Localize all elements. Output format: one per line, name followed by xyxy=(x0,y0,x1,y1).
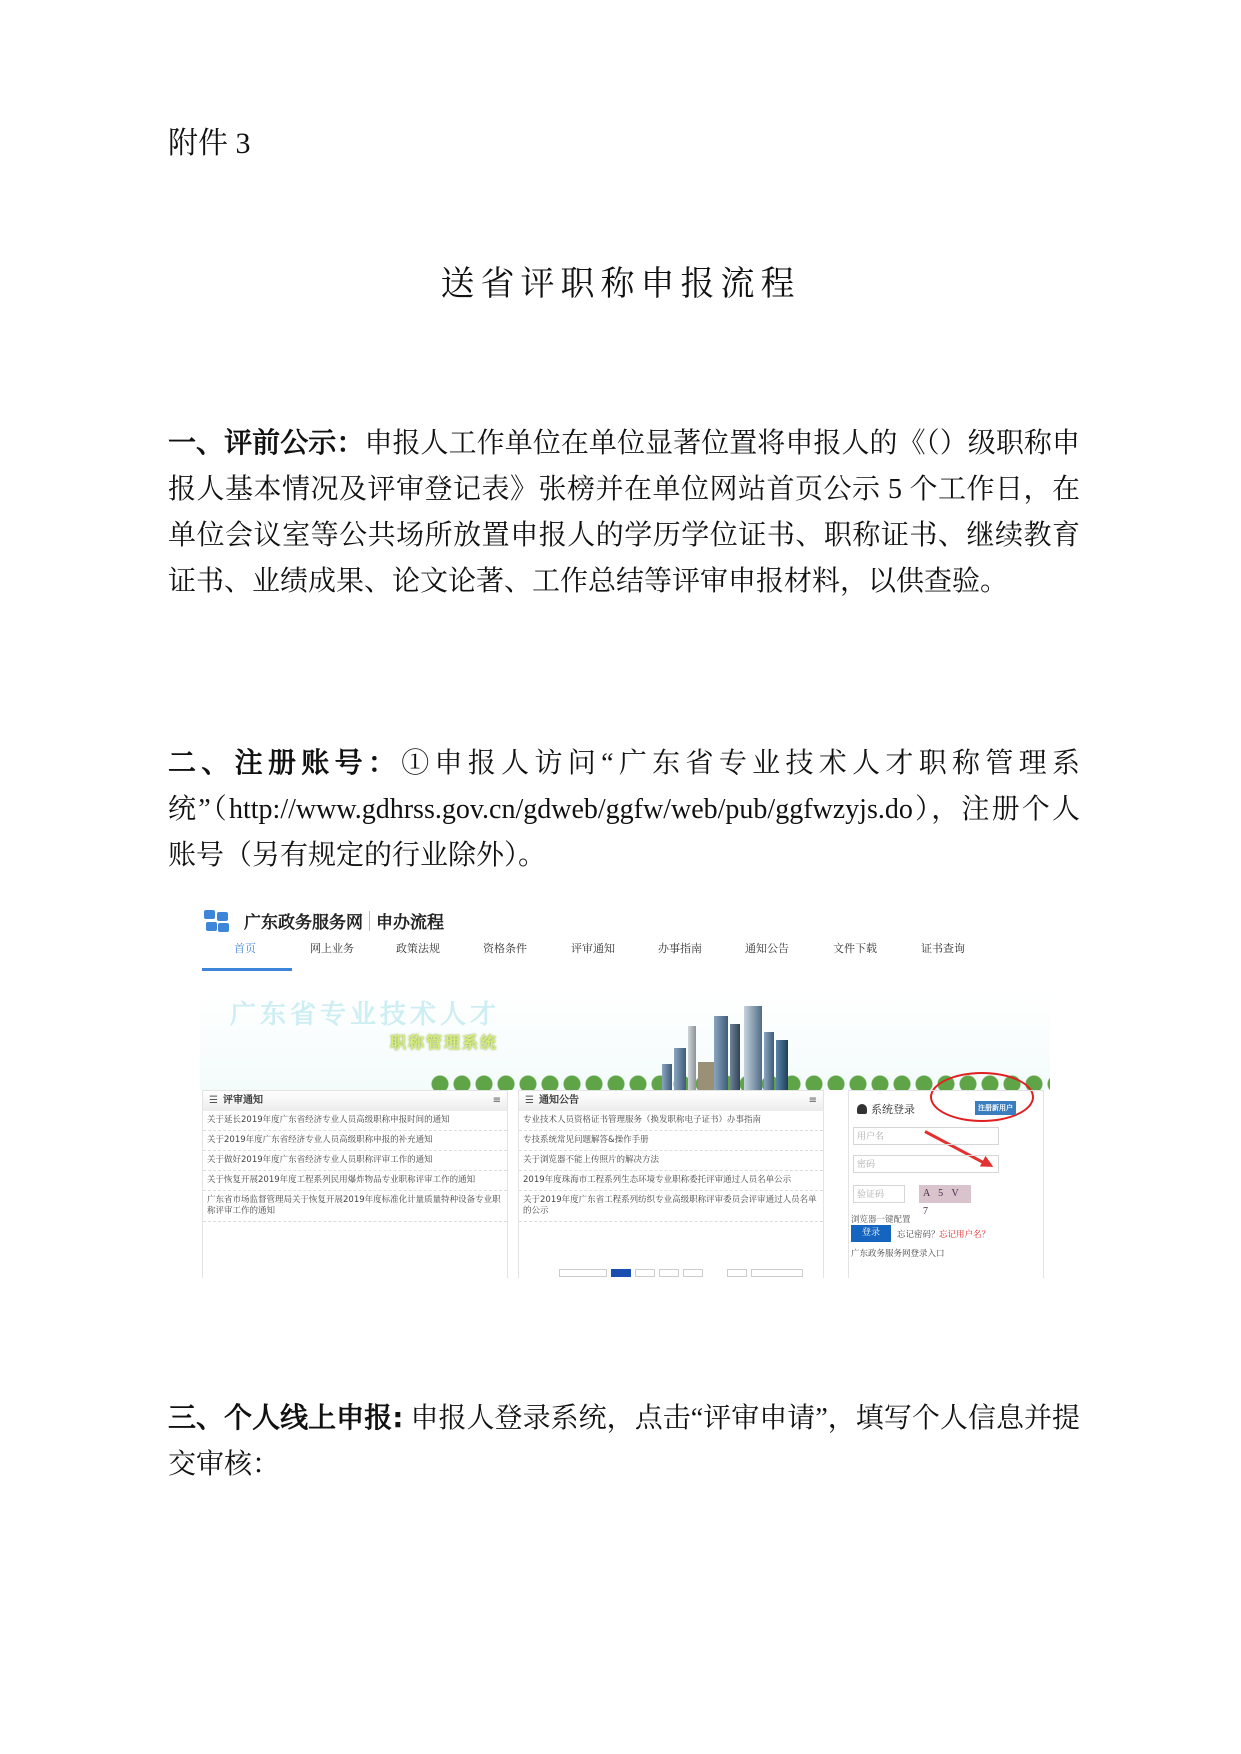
section-body: 申报人登录系统，点击“评审申请”，填写个人信息并提交审核： xyxy=(168,1403,1081,1480)
user-icon xyxy=(857,1104,867,1114)
captcha-image[interactable]: A 5 V 7 xyxy=(919,1185,971,1203)
nav-announcements[interactable]: 通知公告 xyxy=(745,942,789,955)
captcha-input[interactable]: 验证码 xyxy=(853,1185,905,1203)
section-body: ①申报人访问“广东省专业技术人才职称管理系统”（http://www.gdhrss.gov.cn/gdweb/ggfw/web/pub/ggfwzyjs.do），注册个人账号（另有规定的行业除外）。 xyxy=(168,748,1080,871)
register-new-user-button[interactable]: 注册新用户 xyxy=(975,1101,1016,1115)
menu-icon[interactable]: ≡ xyxy=(808,1095,817,1106)
list-icon: ☰ xyxy=(525,1095,534,1106)
review-notices-panel xyxy=(202,1090,508,1278)
list-item[interactable]: 关于2019年度广东省经济专业人员高级职称申报的补充通知 xyxy=(203,1131,507,1151)
site-brand xyxy=(204,908,444,933)
section-register-account xyxy=(168,740,1080,879)
nav-online-business[interactable]: 网上业务 xyxy=(310,942,354,955)
banner xyxy=(200,990,1050,1090)
list-item[interactable]: 关于2019年度广东省工程系列纺织专业高级职称评审委员会评审通过人员名单的公示 xyxy=(519,1191,823,1222)
list-icon: ☰ xyxy=(209,1095,218,1106)
list-item[interactable]: 专业技术人员资格证书管理服务（换发职称电子证书）办事指南 xyxy=(519,1111,823,1131)
panel-title: 通知公告 xyxy=(539,1095,579,1106)
password-input[interactable]: 密码 xyxy=(853,1155,999,1173)
nav-policy[interactable]: 政策法规 xyxy=(396,942,440,955)
nav-guide[interactable]: 办事指南 xyxy=(658,942,702,955)
page-button[interactable] xyxy=(683,1269,703,1277)
site-name: 广东政务服务网 xyxy=(244,913,363,933)
document-title: 送省评职称申报流程 xyxy=(440,266,801,303)
panel-header xyxy=(203,1091,507,1111)
panel-header xyxy=(519,1091,823,1111)
section-heading: 二、注册账号： xyxy=(168,746,402,779)
page-button[interactable] xyxy=(635,1269,655,1277)
login-title-text: 系统登录 xyxy=(871,1103,915,1116)
page-prev-button[interactable] xyxy=(559,1269,607,1277)
nav-review-notice[interactable]: 评审通知 xyxy=(571,942,615,955)
website-screenshot xyxy=(200,900,1050,1278)
page-button[interactable] xyxy=(659,1269,679,1277)
menu-icon[interactable]: ≡ xyxy=(492,1095,501,1106)
list-item[interactable]: 广东省市场监督管理局关于恢复开展2019年度标准化计量质量特种设备专业职称评审工作的通知 xyxy=(203,1191,507,1222)
list-item[interactable]: 关于恢复开展2019年度工程系列民用爆炸物品专业职称评审工作的通知 xyxy=(203,1171,507,1191)
pinwheel-logo-icon xyxy=(204,910,230,932)
list-item[interactable]: 专技系统常见问题解答&操作手册 xyxy=(519,1131,823,1151)
forgot-username-link[interactable]: 忘记用户名？ xyxy=(939,1230,991,1240)
section-body: 申报人工作单位在单位显著位置将申报人的《（）级职称申报人基本情况及评审登记表》张榜并在单位网站首页公示 5 个工作日，在单位会议室等公共场所放置申报人的学历学位证书、职称证书、继续教育证书、业绩成果、论文论著、工作总结等评审申报材料，以供查验。 xyxy=(168,428,1080,597)
nav-home[interactable]: 首页 xyxy=(234,942,256,955)
page-button[interactable] xyxy=(727,1269,747,1277)
section-online-application xyxy=(168,1395,1080,1488)
announcements-panel xyxy=(518,1090,824,1278)
username-input[interactable]: 用户名 xyxy=(853,1127,999,1145)
attachment-label: 附件 3 xyxy=(168,127,251,160)
login-panel xyxy=(848,1090,1044,1278)
brand-divider xyxy=(369,911,370,931)
list-item[interactable]: 关于延长2019年度广东省经济专业人员高级职称申报时间的通知 xyxy=(203,1111,507,1131)
page-next-button[interactable] xyxy=(751,1269,803,1277)
forgot-password-link[interactable]: 忘记密码？ xyxy=(897,1230,940,1240)
main-nav xyxy=(200,940,1050,970)
banner-subtitle: 职称管理系统 xyxy=(390,1033,499,1052)
list-item[interactable]: 2019年度珠海市工程系列生态环境专业职称委托评审通过人员名单公示 xyxy=(519,1171,823,1191)
nav-downloads[interactable]: 文件下载 xyxy=(833,942,877,955)
section-pre-review-publicity xyxy=(168,420,1080,605)
gov-login-entry-link[interactable]: 广东政务服务网登录入口 xyxy=(851,1249,945,1259)
section-heading: 一、评前公示： xyxy=(168,426,365,459)
browser-config-link[interactable]: 浏览器一键配置 xyxy=(851,1215,911,1225)
login-title xyxy=(857,1101,915,1117)
panel-title: 评审通知 xyxy=(223,1095,263,1106)
nav-certificate-query[interactable]: 证书查询 xyxy=(921,942,965,955)
page-button-active[interactable] xyxy=(611,1269,631,1277)
list-item[interactable]: 关于浏览器不能上传照片的解决方法 xyxy=(519,1151,823,1171)
pagination xyxy=(559,1269,803,1277)
section-heading: 三、个人线上申报: xyxy=(168,1401,404,1434)
banner-title: 广东省专业技术人才 xyxy=(230,1000,501,1030)
nav-qualification[interactable]: 资格条件 xyxy=(483,942,527,955)
nav-active-underline xyxy=(202,968,292,971)
login-button[interactable]: 登录 xyxy=(851,1225,891,1242)
list-item[interactable]: 关于做好2019年度广东省经济专业人员职称评审工作的通知 xyxy=(203,1151,507,1171)
site-section: 申办流程 xyxy=(376,913,444,933)
